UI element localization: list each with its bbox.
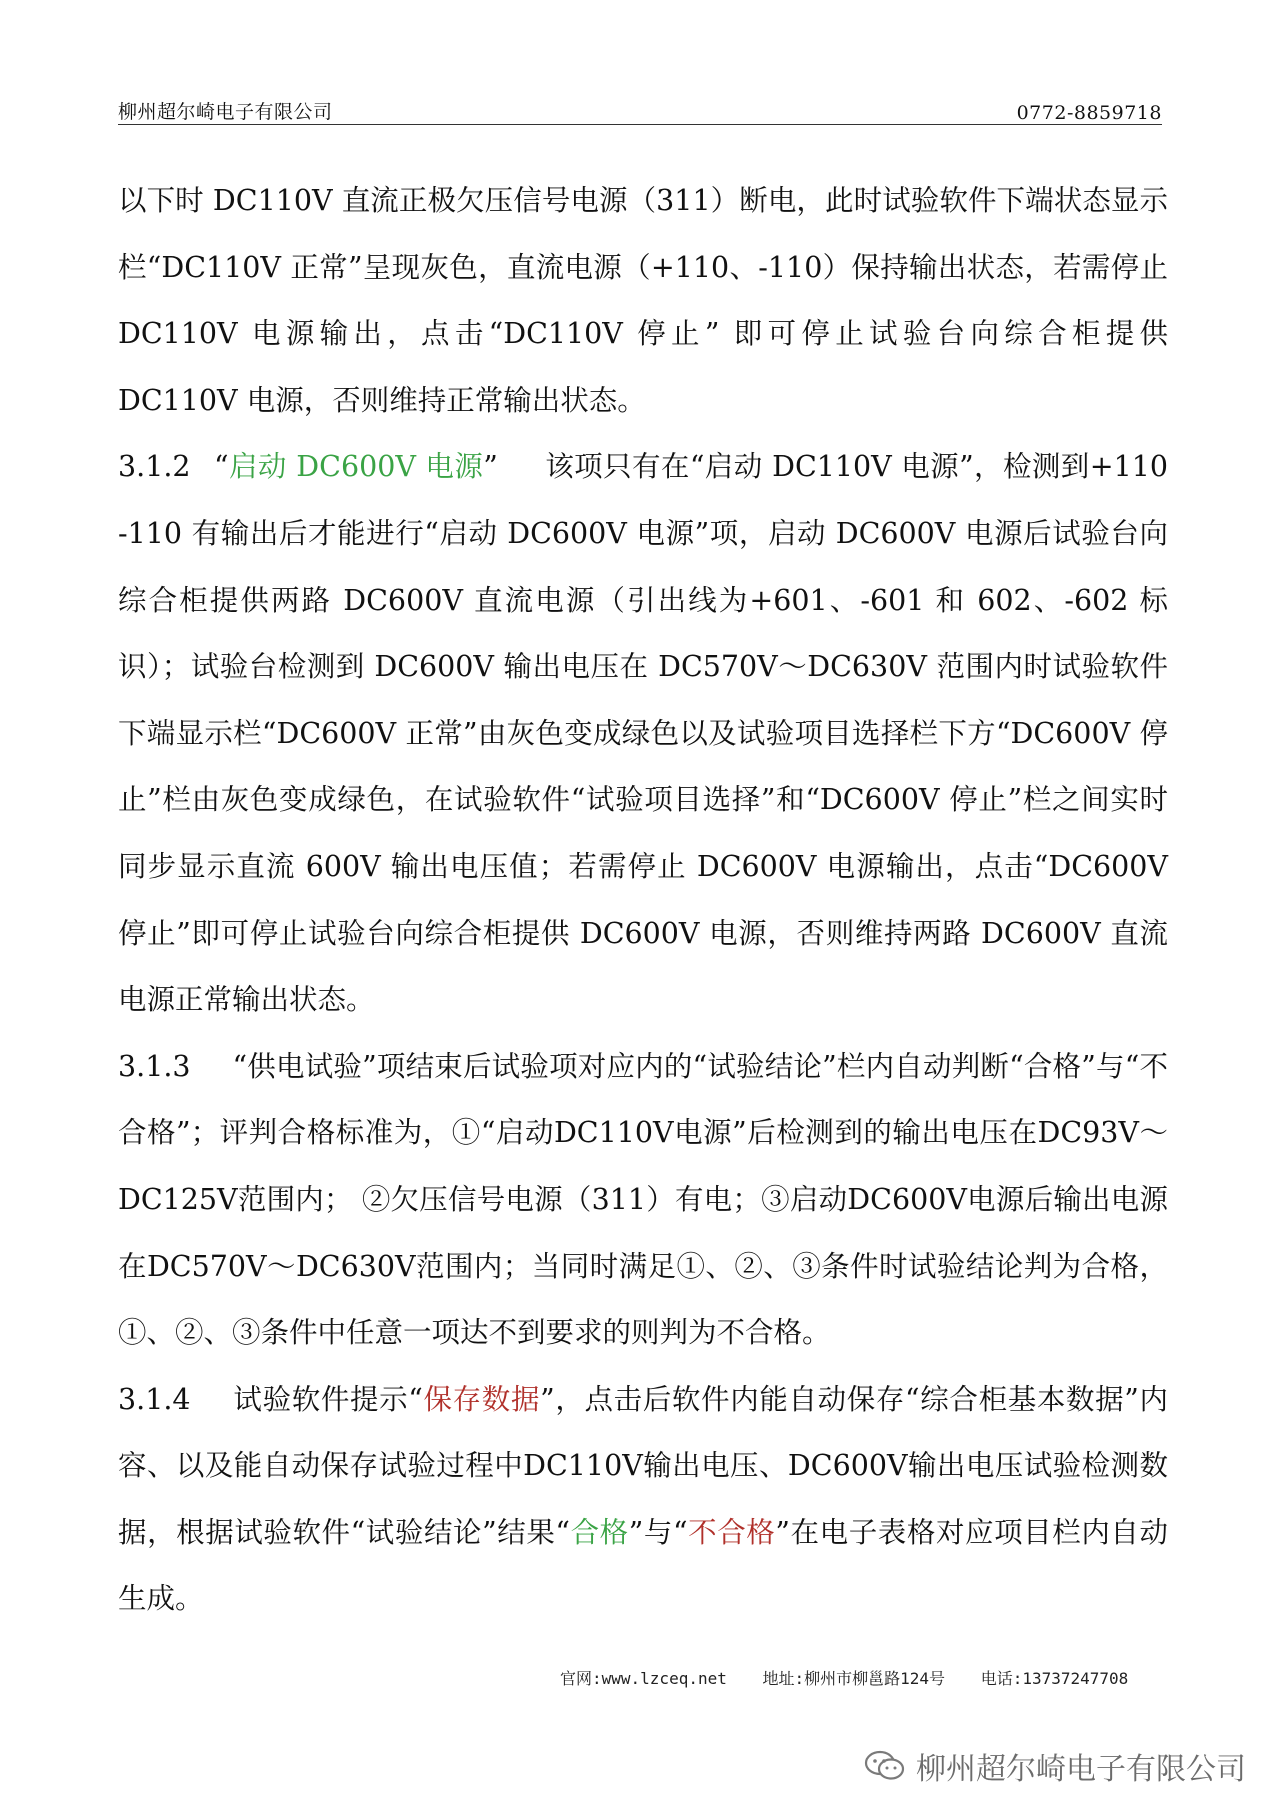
footer-address: 地址:柳州市柳邕路124号	[762, 1669, 946, 1688]
header-phone: 0772-8859718	[1016, 102, 1162, 124]
section-3-1-3	[118, 1034, 1168, 1367]
watermark-text: 柳州超尔崎电子有限公司	[916, 1752, 1246, 1787]
footer-tel: 电话:13737247708	[980, 1669, 1129, 1688]
section-text-3: ”与“	[628, 1515, 688, 1549]
header-company: 柳州超尔崎电子有限公司	[118, 101, 333, 123]
page-footer	[560, 1666, 1154, 1689]
section-3-1-2	[118, 434, 1168, 1033]
highlight-fail: 不合格	[687, 1515, 776, 1549]
section-text: 该项只有在“启动 DC110V 电源”，检测到+110 -110 有输出后才能进行“启动 DC600V 电源”项，启动 DC600V 电源后试验台向综合柜提供两路 DC600V 直流电源（引出线为+601、-601 和 602、-602 标识）；试验台检测到 DC600V 输出电压在 DC570V～DC630V 范围内时试验软件下端显示栏“DC600V 正常”由灰色变成绿色以及试验项目选择栏下方“DC600V 停止”栏由灰色变成绿色，在试验软件“试验项目选择”和“DC600V 停止”栏之间实时同步显示直流 600V 输出电压值；若需停止 DC600V 电源输出，点击“DC600V 停止”即可停止试验台向综合柜提供 DC600V 电源，否则维持两路 DC600V 直流电源正常输出状态。	[118, 450, 1168, 1017]
header-divider	[118, 124, 1162, 125]
section-3-1-4	[118, 1367, 1168, 1633]
close-quote: ”	[483, 450, 498, 484]
footer-website: 官网:www.lzceq.net	[560, 1669, 727, 1688]
document-body	[118, 168, 1168, 1633]
section-number: 3.1.3	[118, 1049, 191, 1083]
page-header	[118, 92, 1162, 124]
section-number: 3.1.4	[118, 1382, 191, 1416]
section-text-1: 试验软件提示“	[233, 1382, 423, 1416]
section-text-2: ”，点击后软件内能自动保存“综合柜基本数据”内容、以及能自动保存试验过程中DC110V输出电压、DC600V输出电压试验检测数据，根据试验软件“试验结论”结果“	[118, 1382, 1169, 1549]
paragraph-continuation: 以下时 DC110V 直流正极欠压信号电源（311）断电，此时试验软件下端状态显示栏“DC110V 正常”呈现灰色，直流电源（+110、-110）保持输出状态，若需停止 DC110V 电源输出，点击“DC110V 停止” 即可停止试验台向综合柜提供 DC110V 电源，否则维持正常输出状态。	[118, 184, 1168, 417]
section-text: “供电试验”项结束后试验项对应内的“试验结论”栏内自动判断“合格”与“不合格”；评判合格标准为，①“启动DC110V电源”后检测到的输出电压在DC93V～DC125V范围内； ②欠压信号电源（311）有电；③启动DC600V电源后输出电源在DC570V～DC630V范围内；当同时满足①、②、③条件时试验结论判为合格，①、②、③条件中任意一项达不到要求的则判为不合格。	[118, 1049, 1169, 1350]
highlight-pass: 合格	[570, 1515, 629, 1549]
wechat-icon	[864, 1749, 906, 1783]
open-quote: “	[214, 450, 229, 484]
section-number: 3.1.2	[118, 450, 191, 484]
highlight-save-data: 保存数据	[422, 1382, 541, 1416]
highlight-start-dc600v: 启动 DC600V 电源	[228, 450, 484, 484]
wechat-watermark	[864, 1744, 1246, 1788]
section-text-4: ”在电子表格对应项目栏内自动生成。	[118, 1515, 1168, 1616]
